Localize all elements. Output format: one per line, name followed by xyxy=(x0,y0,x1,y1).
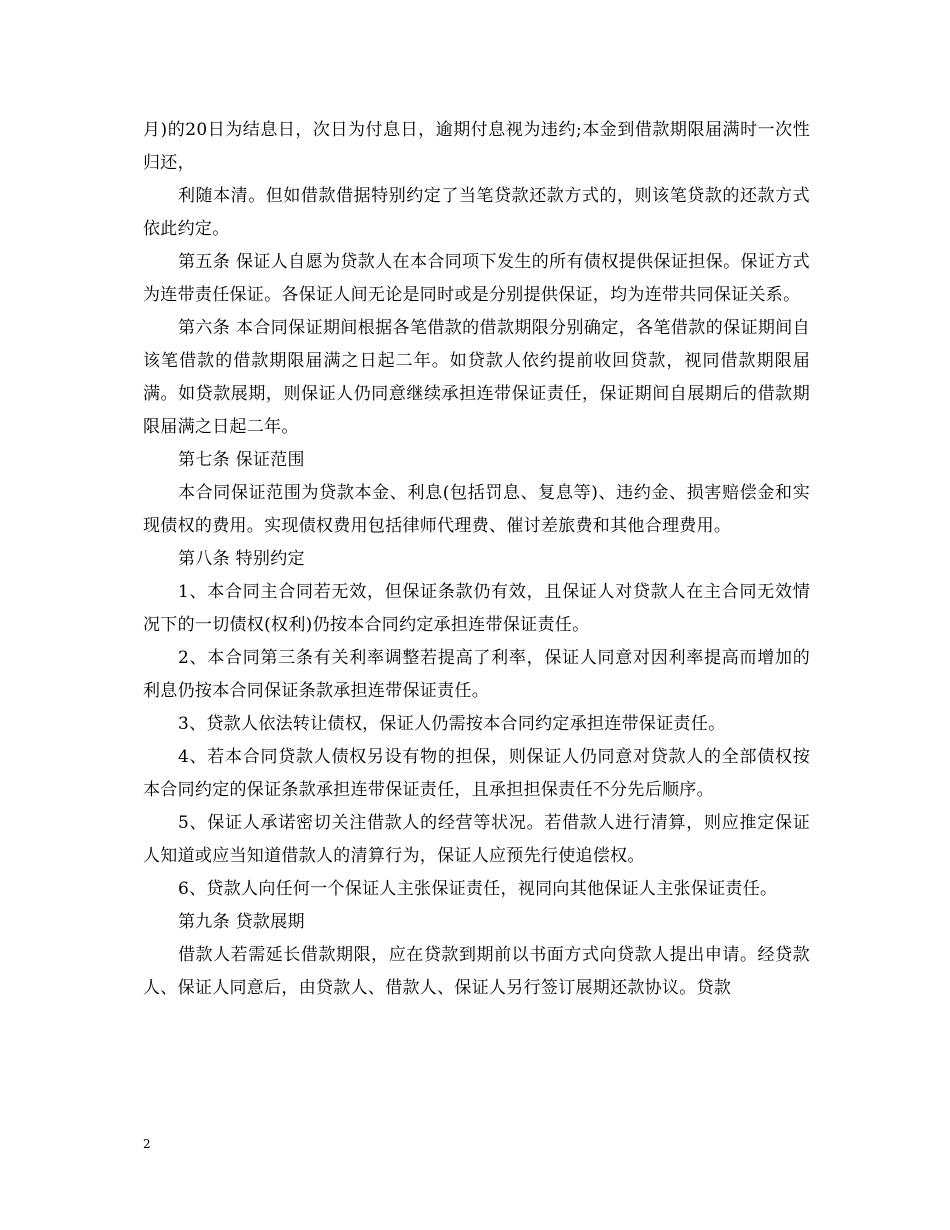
list-item: 2、本合同第三条有关利率调整若提高了利率，保证人同意对因利率提高而增加的利息仍按本合同保证条款承担连带保证责任。 xyxy=(143,648,810,701)
section-heading: 第八条 特别约定 xyxy=(178,549,305,569)
list-item: 4、若本合同贷款人债权另设有物的担保，则保证人仍同意对贷款人的全部债权按本合同约定的保证条款承担连带保证责任，且承担担保责任不分先后顺序。 xyxy=(143,747,810,800)
list-item: 6、贷款人向任何一个保证人主张保证责任，视同向其他保证人主张保证责任。 xyxy=(178,879,778,899)
paragraph: 本合同保证范围为贷款本金、利息(包括罚息、复息等)、违约金、损害赔偿金和实现债权的费用。实现债权费用包括律师代理费、催讨差旅费和其他合理费用。 xyxy=(143,483,810,536)
list-item: 1、本合同主合同若无效，但保证条款仍有效，且保证人对贷款人在主合同无效情况下的一切债权(权利)仍按本合同约定承担连带保证责任。 xyxy=(143,582,810,635)
document-body xyxy=(143,114,810,1005)
paragraph: 第六条 本合同保证期间根据各笔借款的借款期限分别确定，各笔借款的保证期间自该笔借款的借款期限届满之日起二年。如贷款人依约提前收回贷款，视同借款期限届满。如贷款展期，则保证人仍同意继续承担连带保证责任，保证期间自展期后的借款期限届满之日起二年。 xyxy=(143,318,810,437)
paragraph: 利随本清。但如借款借据特别约定了当笔贷款还款方式的，则该笔贷款的还款方式依此约定。 xyxy=(143,186,810,239)
paragraph: 借款人若需延长借款期限，应在贷款到期前以书面方式向贷款人提出申请。经贷款人、保证人同意后，由贷款人、借款人、保证人另行签订展期还款协议。贷款 xyxy=(143,945,810,998)
page-number: 2 xyxy=(143,1137,151,1151)
paragraph: 月)的20日为结息日，次日为付息日，逾期付息视为违约;本金到借款期限届满时一次性归还， xyxy=(143,120,810,173)
list-item: 3、贷款人依法转让债权，保证人仍需按本合同约定承担连带保证责任。 xyxy=(178,714,726,734)
paragraph: 第五条 保证人自愿为贷款人在本合同项下发生的所有债权提供保证担保。保证方式为连带责任保证。各保证人间无论是同时或是分别提供保证，均为连带共同保证关系。 xyxy=(143,252,810,305)
section-heading: 第九条 贷款展期 xyxy=(178,912,305,932)
section-heading: 第七条 保证范围 xyxy=(178,450,305,470)
list-item: 5、保证人承诺密切关注借款人的经营等状况。若借款人进行清算，则应推定保证人知道或应当知道借款人的清算行为，保证人应预先行使追偿权。 xyxy=(143,813,810,866)
